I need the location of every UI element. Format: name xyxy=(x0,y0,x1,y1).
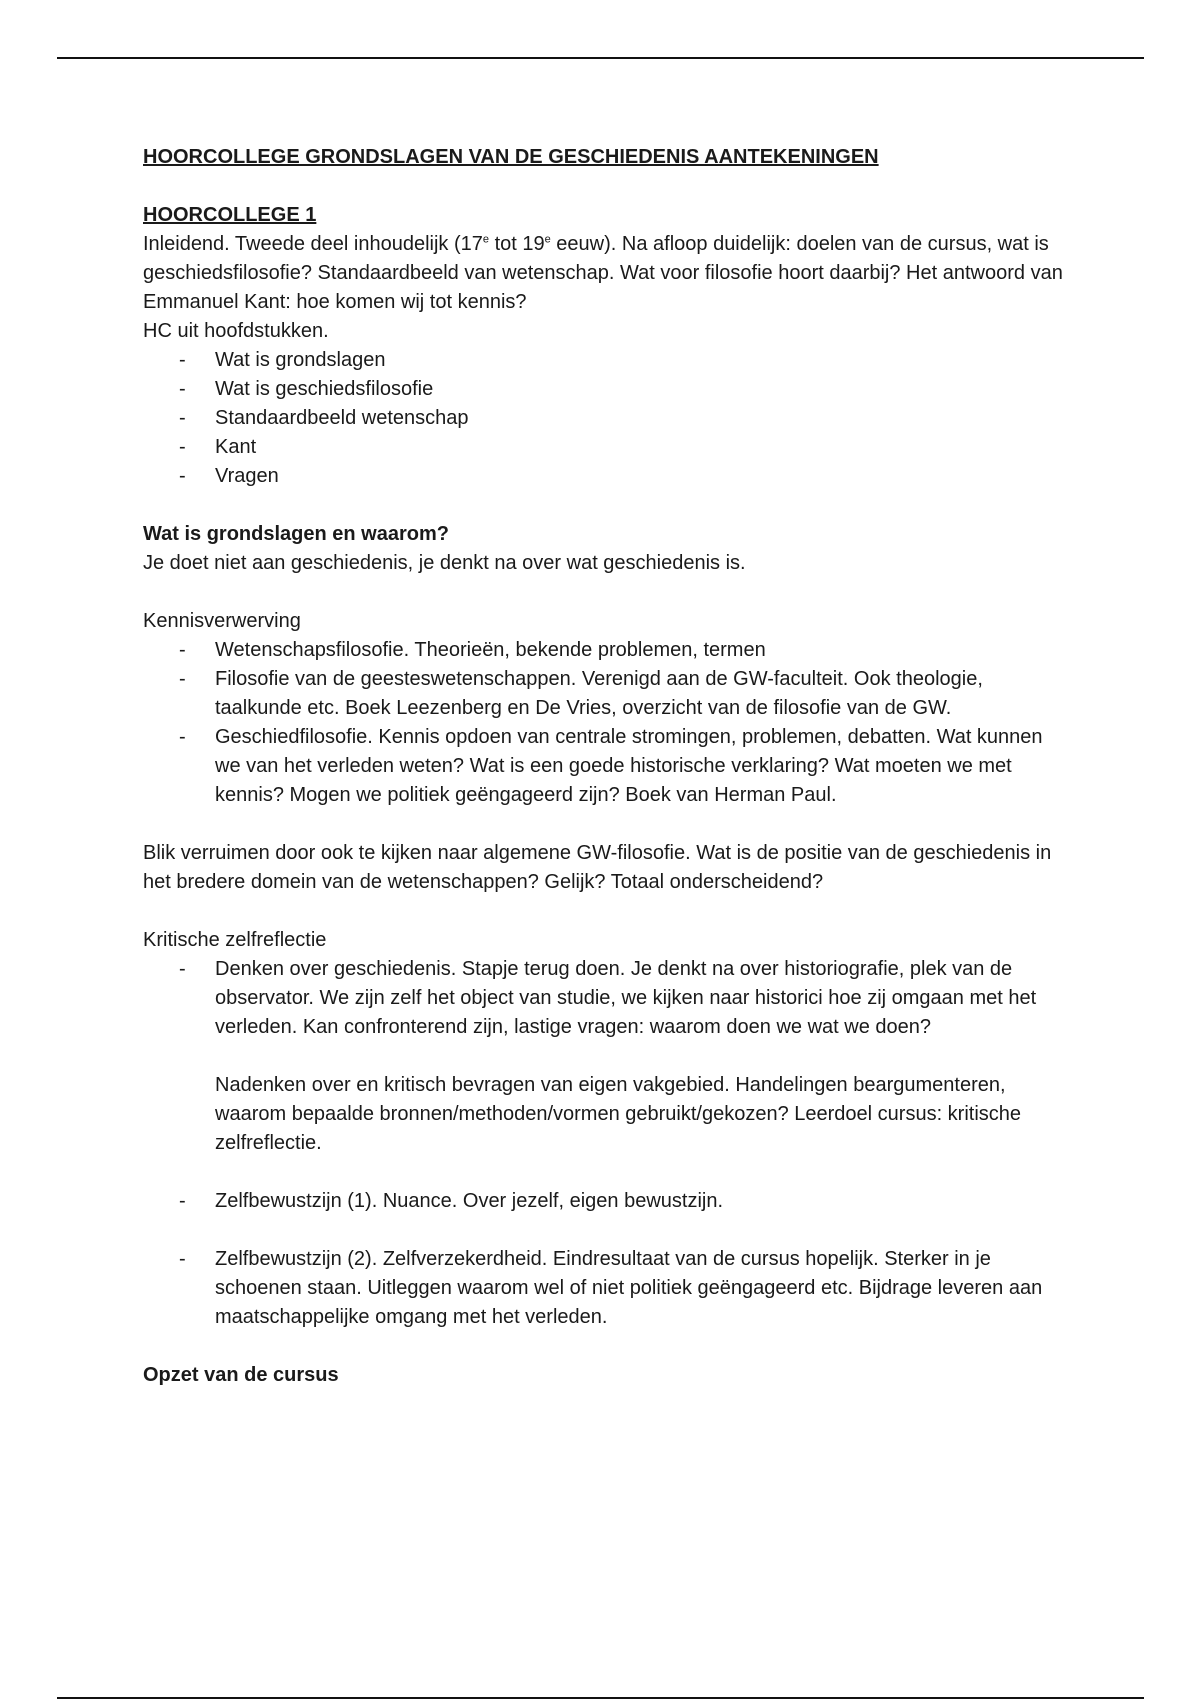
list-item: - Wetenschapsfilosofie. Theorieën, bekende problemen, termen xyxy=(179,639,766,661)
list-item: - Zelfbewustzijn (1). Nuance. Over jezelf, eigen bewustzijn. xyxy=(179,1190,724,1212)
list-item: - Geschiedfilosofie. Kennis opdoen van centrale stromingen, problemen, debatten. Wat kunnen we van het verleden weten? Wat is een goede historische verklaring? Wat moeten we met kennis? Mogen we politiek geëngageerd zijn? Boek van Herman Paul. xyxy=(179,726,1043,806)
list-item: - Filosofie van de geesteswetenschappen. Verenigd aan de GW-faculteit. Ook theologie, taalkunde etc. Boek Leezenberg en De Vries, overzicht van de filosofie van de GW. xyxy=(179,668,983,719)
kritische-list-2 xyxy=(143,1187,1063,1216)
section-heading-opzet: Opzet van de cursus xyxy=(143,1364,339,1386)
list-item: - Denken over geschiedenis. Stapje terug doen. Je denkt na over historiografie, plek van de observator. We zijn zelf het object van studie, we kijken naar historici hoe zij omgaan met het verleden. Kan confronterend zijn, lastige vragen: waarom doen we wat we doen? Nadenken over en kritisch bevragen van eigen vakgebied. Handelingen beargumenteren, waarom bepaalde bronnen/methoden/vormen gebruikt/gekozen? Leerdoel cursus: kritische zelfreflectie. xyxy=(143,955,1063,1158)
bottom-rule xyxy=(57,1697,1144,1699)
document-body xyxy=(143,143,1063,1390)
grondslagen-text: Je doet niet aan geschiedenis, je denkt na over wat geschiedenis is. xyxy=(143,552,746,574)
section-heading-grondslagen: Wat is grondslagen en waarom? xyxy=(143,523,449,545)
list-item-subparagraph: Nadenken over en kritisch bevragen van eigen vakgebied. Handelingen beargumenteren, waarom bepaalde bronnen/methoden/vormen gebruikt/gekozen? Leerdoel cursus: kritische zelfreflectie. xyxy=(215,1074,1022,1154)
top-rule xyxy=(57,57,1144,59)
list-item: - Standaardbeeld wetenschap xyxy=(179,407,469,429)
list-item: - Wat is geschiedsfilosofie xyxy=(179,378,434,400)
kennisverwerving-label: Kennisverwerving xyxy=(143,610,301,632)
blik-paragraph: Blik verruimen door ook te kijken naar algemene GW-filosofie. Wat is de positie van de geschiedenis in het bredere domein van de wetenschappen? Gelijk? Totaal onderscheidend? xyxy=(143,842,1052,893)
list-item: - Wat is grondslagen xyxy=(179,349,386,371)
chapters-intro: HC uit hoofdstukken. xyxy=(143,320,329,342)
lecture-intro: Inleidend. Tweede deel inhoudelijk (17e tot 19e eeuw). Na afloop duidelijk: doelen van de cursus, wat is geschiedsfilosofie? Standaardbeeld van wetenschap. Wat voor filosofie hoort daarbij? Het antwoord van Emmanuel Kant: hoe komen wij tot kennis? xyxy=(143,233,1063,313)
kritische-label: Kritische zelfreflectie xyxy=(143,929,327,951)
document-title: HOORCOLLEGE GRONDSLAGEN VAN DE GESCHIEDENIS AANTEKENINGEN xyxy=(143,146,879,168)
kennisverwerving-list xyxy=(143,636,1063,810)
list-item: - Kant xyxy=(179,436,257,458)
lecture-heading: HOORCOLLEGE 1 xyxy=(143,204,317,226)
kritische-list xyxy=(143,955,1063,1158)
list-item: - Vragen xyxy=(179,465,279,487)
chapters-list xyxy=(143,346,1063,491)
kritische-list-3 xyxy=(143,1245,1063,1332)
list-item: - Zelfbewustzijn (2). Zelfverzekerdheid. Eindresultaat van de cursus hopelijk. Sterker in je schoenen staan. Uitleggen waarom wel of niet politiek geëngageerd etc. Bijdrage leveren aan maatschappelijke omgang met het verleden. xyxy=(179,1248,1043,1328)
